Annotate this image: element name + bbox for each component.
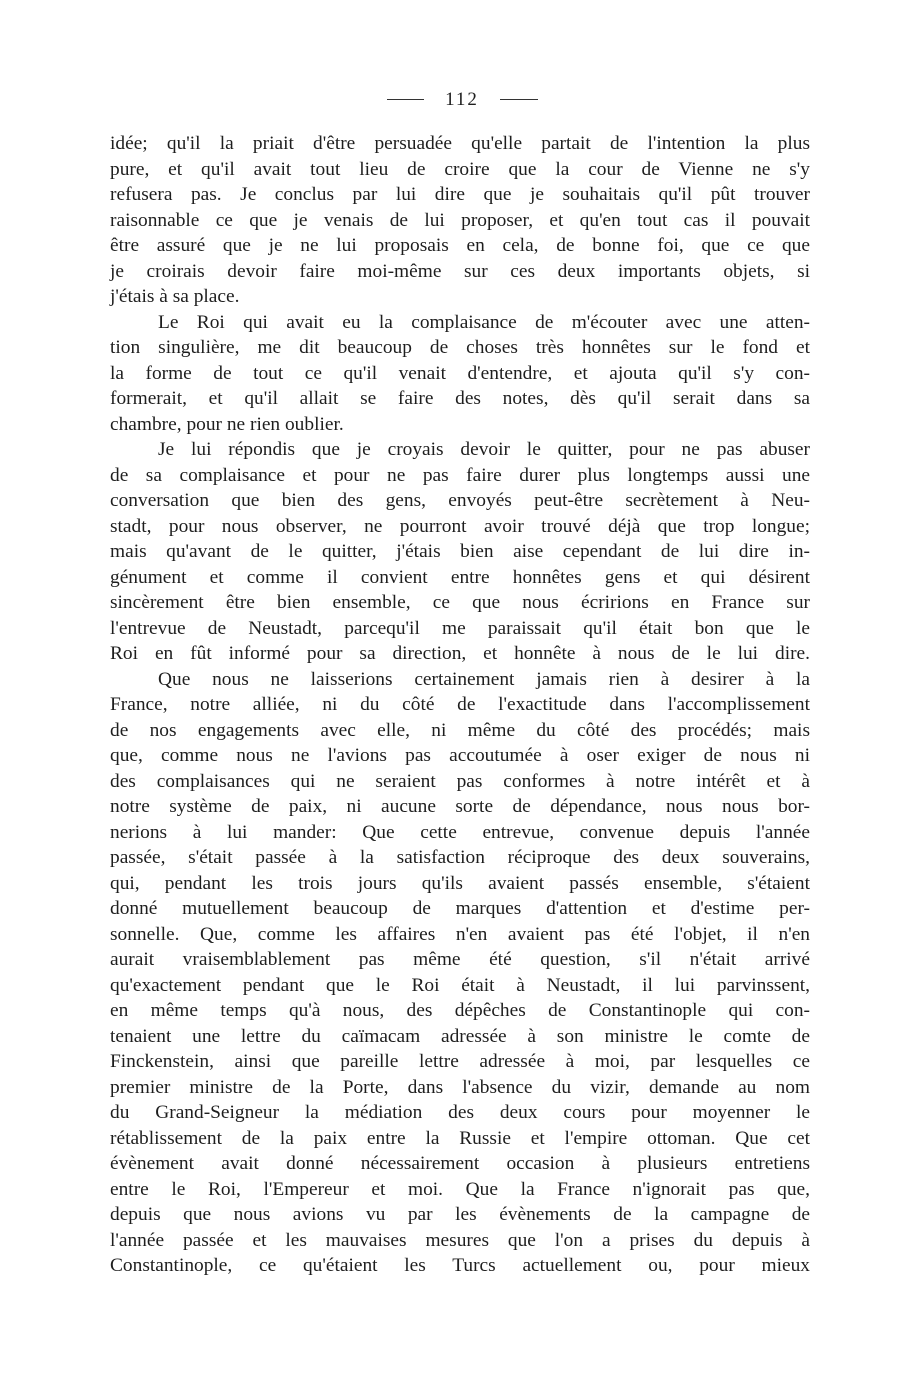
text-line: Le Roi qui avait eu la complaisance de m'écouter avec une atten-: [158, 311, 810, 333]
text-line: évènement avait donné nécessairement occasion à plusieurs entretiens: [110, 1153, 810, 1174]
text-line: notre système de paix, ni aucune sorte de dépendance, nous nous bor-: [110, 796, 810, 817]
text-line: sincèrement être bien ensemble, ce que nous écririons en France sur: [110, 592, 810, 613]
text-line: du Grand-Seigneur la médiation des deux cours pour moyenner le: [110, 1102, 810, 1123]
text-line: chambre, pour ne rien oublier.: [110, 413, 344, 435]
text-line: passée, s'était passée à la satisfaction réciproque des deux souverains,: [110, 847, 810, 868]
text-line: en même temps qu'à nous, des dépêches de Constantinople qui con-: [110, 1000, 810, 1021]
text-line: Finckenstein, ainsi que pareille lettre adressée à moi, par lesquelles ce: [110, 1051, 810, 1072]
text-line: qu'exactement pendant que le Roi était à Neustadt, il lui parvinssent,: [110, 974, 810, 996]
text-line: conversation que bien des gens, envoyés peut-être secrètement à Neu-: [110, 490, 810, 511]
text-line: raisonnable ce que je venais de lui proposer, et qu'en tout cas il pouvait: [110, 209, 810, 231]
text-line: la forme de tout ce qu'il venait d'entendre, et ajouta qu'il s'y con-: [110, 362, 810, 384]
text-line: Que nous ne laisserions certainement jamais rien à desirer à la: [158, 668, 810, 690]
text-line: aurait vraisemblablement pas même été question, s'il n'était arrivé: [110, 949, 810, 970]
header-rule-left: [387, 99, 424, 100]
text-line: être assuré que je ne lui proposais en cela, de bonne foi, que ce que: [110, 235, 810, 256]
page-number: 112: [445, 89, 479, 110]
text-line: des complaisances qui ne seraient pas conformes à notre intérêt et à: [110, 770, 810, 792]
text-line: Constantinople, ce qu'étaient les Turcs actuellement ou, pour mieux: [110, 1255, 810, 1276]
text-line: mais qu'avant de le quitter, j'étais bien aise cependant de lui dire in-: [110, 541, 810, 562]
page-header: [0, 86, 900, 114]
text-line: rétablissement de la paix entre la Russie et l'empire ottoman. Que cet: [110, 1127, 810, 1149]
text-line: premier ministre de la Porte, dans l'absence du vizir, demande au nom: [110, 1076, 810, 1098]
text-line: refusera pas. Je conclus par lui dire que je souhaitais qu'il pût trouver: [110, 184, 810, 205]
text-line: formerait, et qu'il allait se faire des notes, dès qu'il serait dans sa: [110, 388, 810, 409]
text-line: Roi en fût informé pour sa direction, et honnête à nous de le lui dire.: [110, 643, 810, 664]
text-line: stadt, pour nous observer, ne pourront avoir trouvé déjà que trop longue;: [110, 515, 810, 537]
header-rule-right: [500, 99, 538, 100]
text-line: entre le Roi, l'Empereur et moi. Que la France n'ignorait pas que,: [110, 1178, 810, 1200]
body-text: [110, 131, 810, 1279]
text-line: idée; qu'il la priait d'être persuadée qu'elle partait de l'intention la plus: [110, 133, 810, 154]
text-line: l'entrevue de Neustadt, parcequ'il me paraissait qu'il était bon que le: [110, 617, 810, 639]
text-line: Je lui répondis que je croyais devoir le quitter, pour ne pas abuser: [158, 439, 810, 460]
text-line: qui, pendant les trois jours qu'ils avaient passés ensemble, s'étaient: [110, 872, 810, 894]
text-line: nerions à lui mander: Que cette entrevue, convenue depuis l'année: [110, 821, 810, 843]
text-line: je croirais devoir faire moi-même sur ces deux importants objets, si: [110, 260, 810, 282]
text-line: de sa complaisance et pour ne pas faire durer plus longtemps aussi une: [110, 464, 810, 486]
text-line: sonnelle. Que, comme les affaires n'en avaient pas été l'objet, il n'en: [110, 923, 810, 945]
text-line: de nos engagements avec elle, ni même du côté des procédés; mais: [110, 719, 810, 741]
text-line: donné mutuellement beaucoup de marques d'attention et d'estime per-: [110, 898, 810, 919]
text-line: l'année passée et les mauvaises mesures que l'on a prises du depuis à: [110, 1229, 810, 1251]
text-line: j'étais à sa place.: [110, 286, 240, 307]
text-line: que, comme nous ne l'avions pas accoutumée à oser exiger de nous ni: [110, 745, 810, 766]
text-line: France, notre alliée, ni du côté de l'exactitude dans l'accomplissement: [110, 694, 810, 715]
text-line: pure, et qu'il avait tout lieu de croire que la cour de Vienne ne s'y: [110, 158, 810, 180]
text-line: depuis que nous avions vu par les évènements de la campagne de: [110, 1204, 810, 1225]
text-line: tion singulière, me dit beaucoup de choses très honnêtes sur le fond et: [110, 337, 810, 358]
text-line: tenaient une lettre du caïmacam adressée à son ministre le comte de: [110, 1025, 810, 1047]
text-line: génument et comme il convient entre honnêtes gens et qui désirent: [110, 566, 810, 588]
